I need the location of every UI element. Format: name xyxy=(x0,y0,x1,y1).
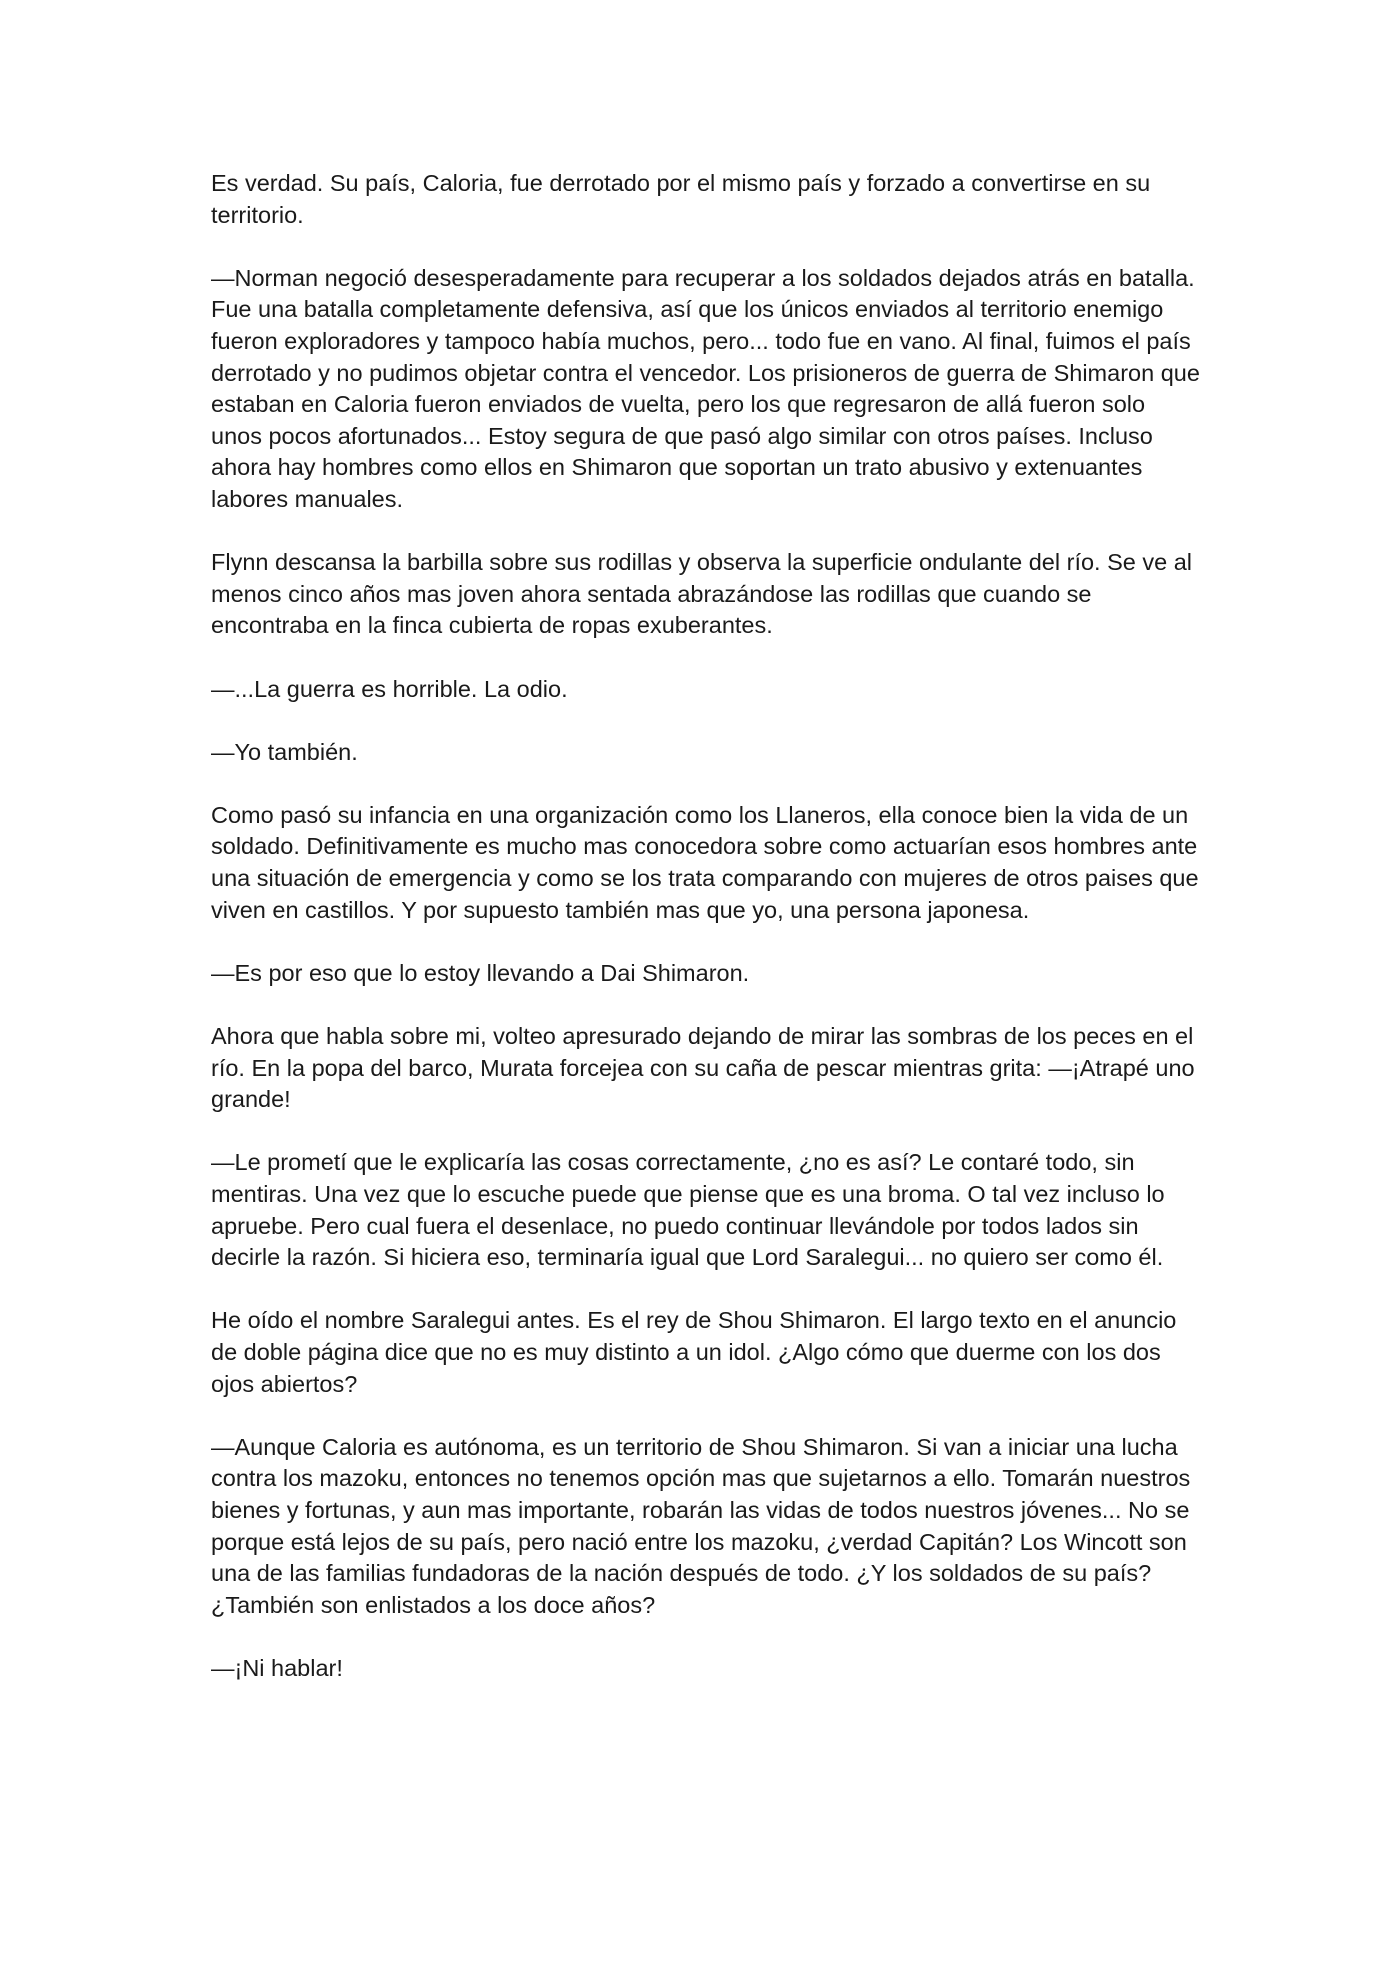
paragraph: —Le prometí que le explicaría las cosas correctamente, ¿no es así? Le contaré todo, sin mentiras. Una vez que lo escuche puede que piense que es una broma. O tal vez incluso lo apruebe. Pero cual fuera el desenlace, no puedo continuar llevándole por todos lados sin decirle la razón. Si hiciera eso, terminaría igual que Lord Saralegui... no quiero ser como él. xyxy=(211,1149,1165,1271)
paragraph: —Norman negoció desesperadamente para recuperar a los soldados dejados atrás en batalla. Fue una batalla completamente defensiva, así que los únicos enviados al territorio enemigo fueron exploradores y tampoco había muchos, pero... todo fue en vano. Al final, fuimos el país derrotado y no pudimos objetar contra el vencedor. Los prisioneros de guerra de Shimaron que estaban en Caloria fueron enviados de vuelta, pero los que regresaron de allá fueron solo unos pocos afortunados... Estoy segura de que pasó algo similar con otros países. Incluso ahora hay hombres como ellos en Shimaron que soportan un trato abusivo y extenuantes labores manuales. xyxy=(211,264,1200,512)
paragraph: —Es por eso que lo estoy llevando a Dai Shimaron. xyxy=(211,959,750,986)
paragraph: —Aunque Caloria es autónoma, es un territorio de Shou Shimaron. Si van a iniciar una lucha contra los mazoku, entonces no tenemos opción mas que sujetarnos a ello. Tomarán nuestros bienes y fortunas, y aun mas importante, robarán las vidas de todos nuestros jóvenes... No se porque está lejos de su país, pero nació entre los mazoku, ¿verdad Capitán? Los Wincott son una de las familias fundadoras de la nación después de todo. ¿Y los soldados de su país? ¿También son enlistados a los doce años? xyxy=(211,1433,1191,1618)
paragraph: Como pasó su infancia en una organización como los Llaneros, ella conoce bien la vida de un soldado. Definitivamente es mucho mas conocedora sobre como actuarían esos hombres ante una situación de emergencia y como se los trata comparando con mujeres de otros paises que viven en castillos. Y por supuesto también mas que yo, una persona japonesa. xyxy=(211,801,1199,923)
paragraph: He oído el nombre Saralegui antes. Es el rey de Shou Shimaron. El largo texto en el anuncio de doble página dice que no es muy distinto a un idol. ¿Algo cómo que duerme con los dos ojos abiertos? xyxy=(211,1307,1177,1397)
paragraph: Es verdad. Su país, Caloria, fue derrotado por el mismo país y forzado a convertirse en su territorio. xyxy=(211,170,1151,228)
paragraph: Ahora que habla sobre mi, volteo apresurado dejando de mirar las sombras de los peces en el río. En la popa del barco, Murata forcejea con su caña de pescar mientras grita: —¡Atrapé uno grande! xyxy=(211,1023,1195,1113)
paragraph: —...La guerra es horrible. La odio. xyxy=(211,675,568,702)
paragraph: —¡Ni hablar! xyxy=(211,1654,343,1681)
document-body xyxy=(211,168,1201,1685)
paragraph: Flynn descansa la barbilla sobre sus rodillas y observa la superficie ondulante del río. Se ve al menos cinco años mas joven ahora sentada abrazándose las rodillas que cuando se encontraba en la finca cubierta de ropas exuberantes. xyxy=(211,549,1193,639)
paragraph: —Yo también. xyxy=(211,738,358,765)
